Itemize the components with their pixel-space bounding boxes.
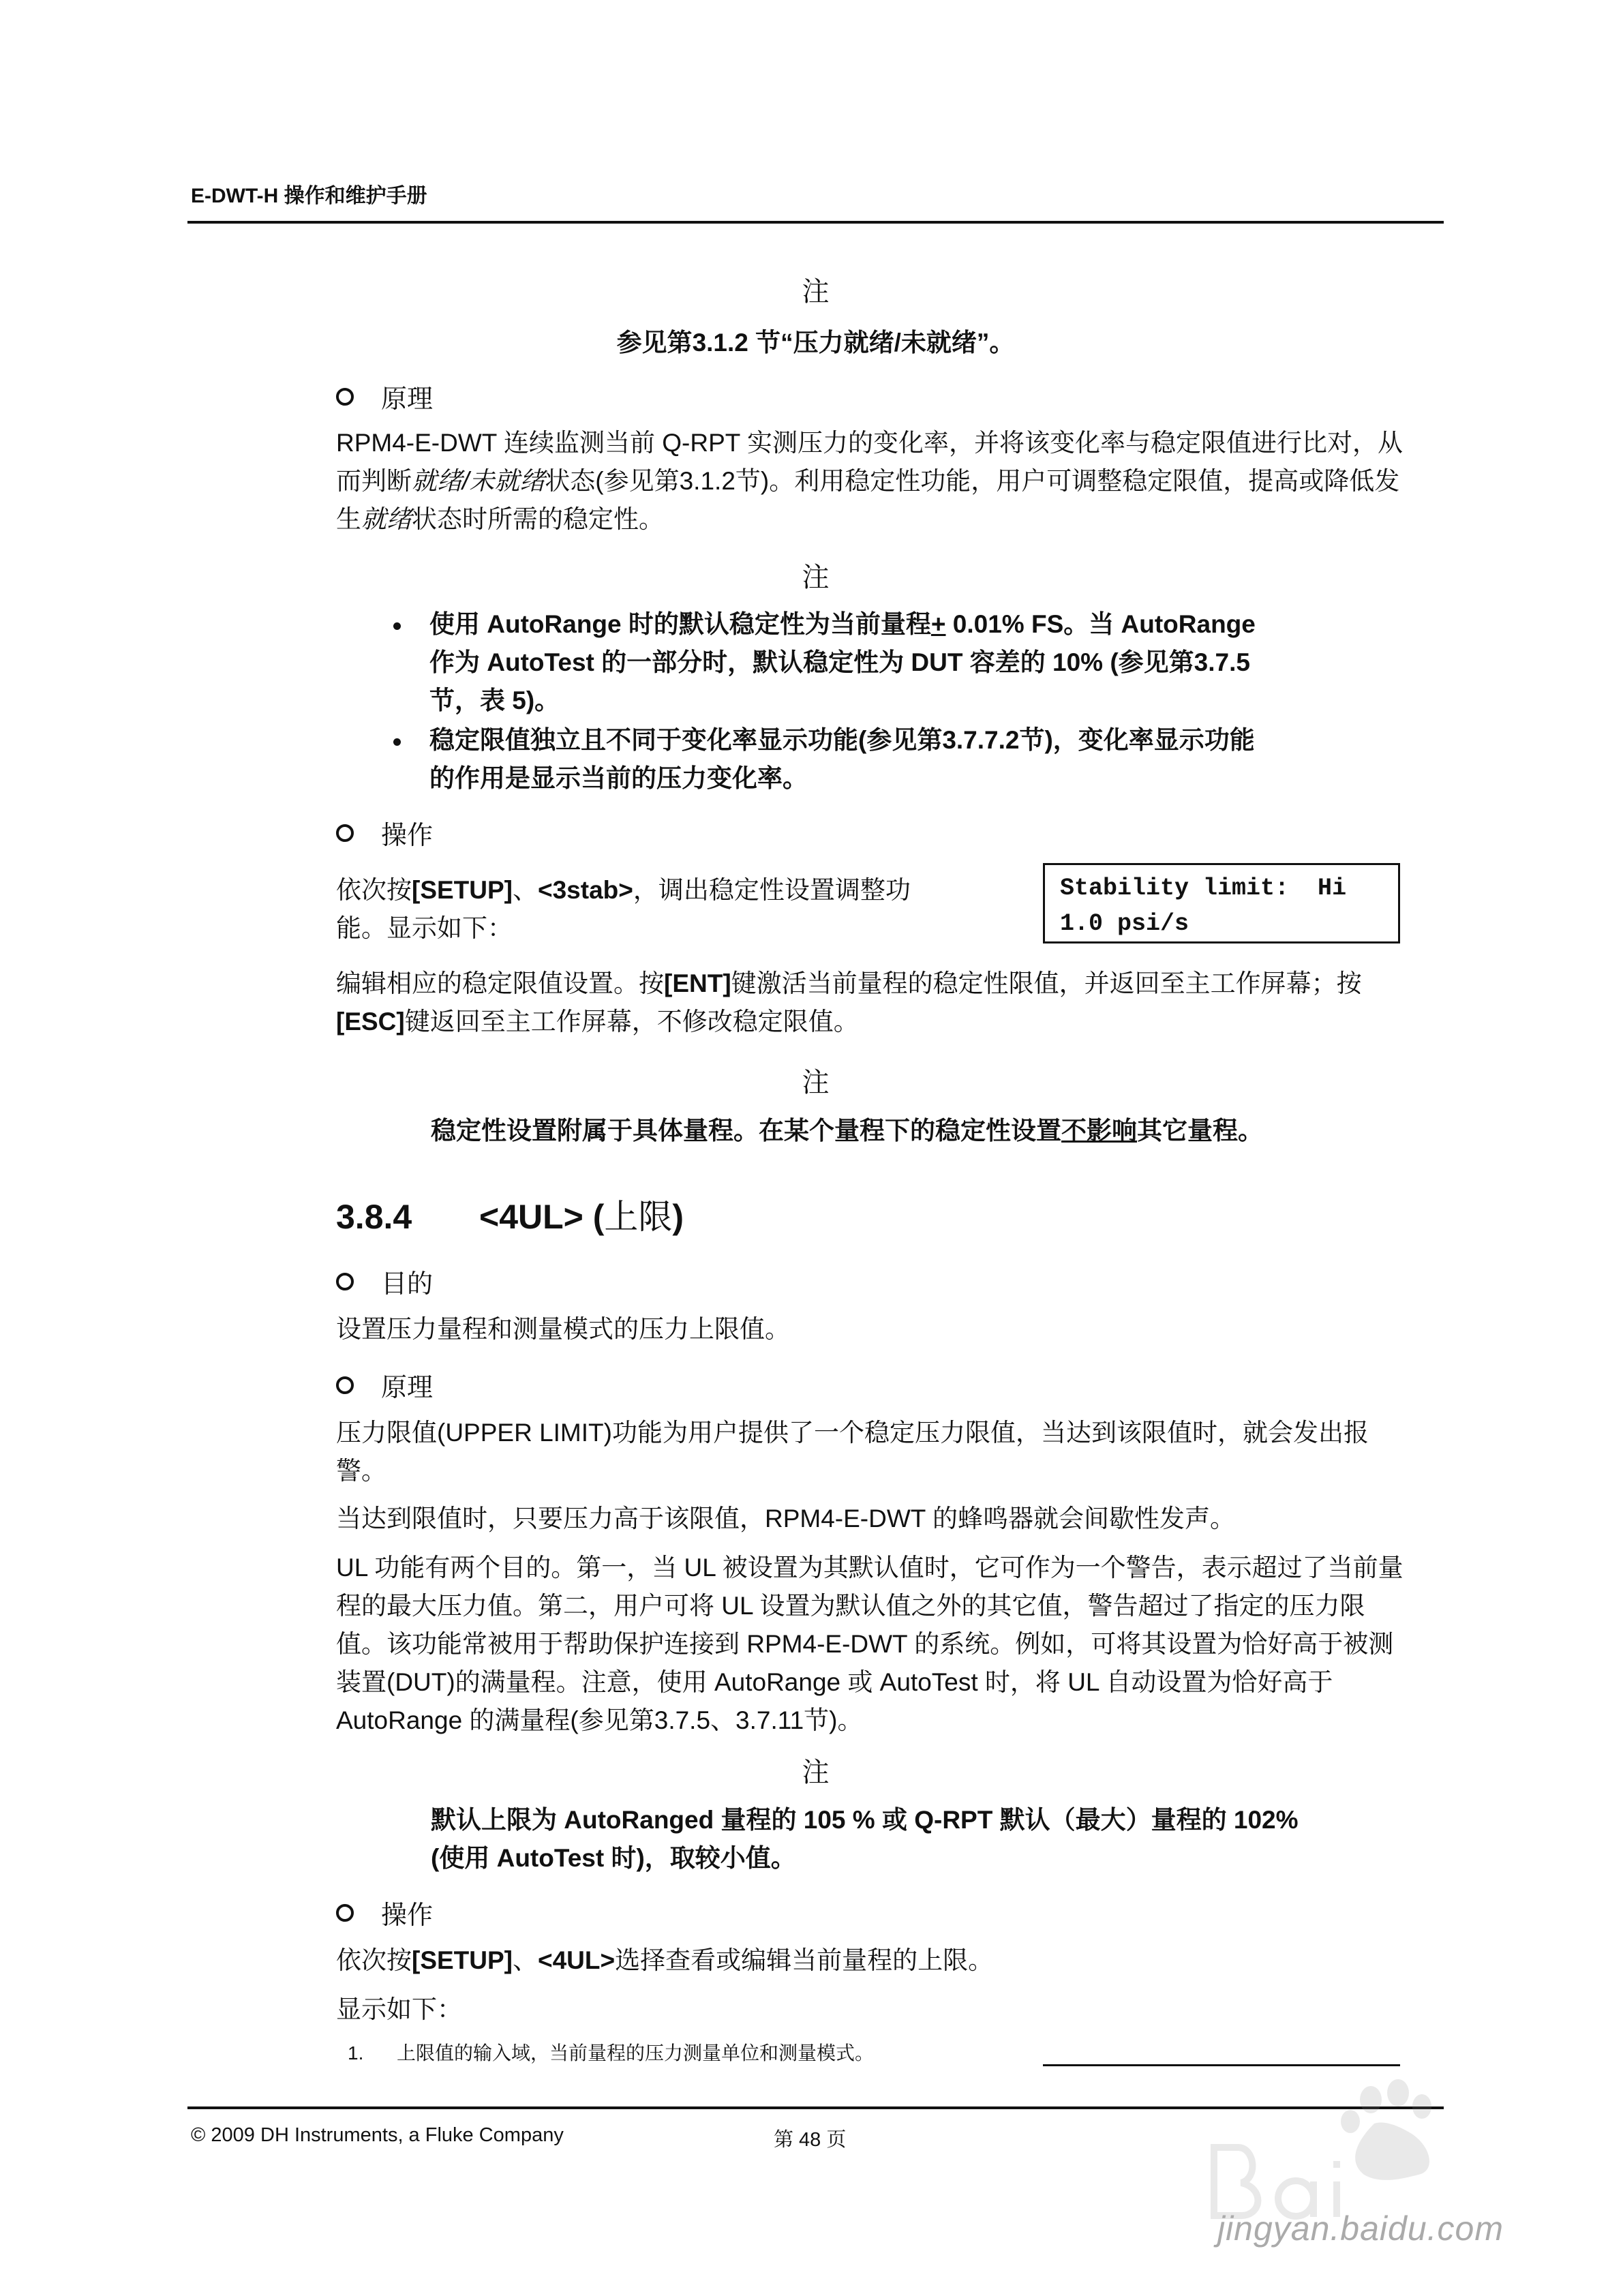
principle-paragraph: 压力限值(UPPER LIMIT)功能为用户提供了一个稳定压力限值，当达到该限值时，就会发出报 警。 bbox=[336, 1419, 1369, 1485]
note-heading: 注 bbox=[802, 277, 830, 307]
lcd-display bbox=[1043, 863, 1400, 943]
bullet-circle-icon bbox=[336, 1904, 354, 1922]
note-text: 默认上限为 AutoRanged 量程的 105 % 或 Q-RPT 默认（最大）量程的 102% (使用 AutoTest 时)，取较小值。 bbox=[431, 1806, 1299, 1872]
section-title: 3.8.4 <4UL> (上限) bbox=[336, 1198, 684, 1236]
lcd-line-2: 1.0 psi/s bbox=[1060, 910, 1189, 937]
note-bullet-item: 使用 AutoRange 时的默认稳定性为当前量程+ 0.01% FS。当 AutoRange 作为 AutoTest 的一部分时，默认稳定性为 DUT 容差的 10% (参见第3.7.5 节，表 5)。 bbox=[429, 605, 1343, 720]
lcd-line-1: Stability limit: Hi bbox=[1060, 875, 1347, 902]
purpose-text: 设置压力量程和测量模式的压力上限值。 bbox=[336, 1315, 790, 1343]
principle-paragraph: RPM4-E-DWT 连续监测当前 Q-RPT 实测压力的变化率，并将该变化率与稳定限值进行比对，从 而判断就绪/未就绪状态(参见第3.1.2节)。利用稳定性功能，用户可调整稳定限值，提高或降低发 生就绪状态时所需的稳定性。 bbox=[336, 429, 1403, 533]
page-number: 第 48 页 bbox=[774, 2129, 847, 2151]
operation-text: 依次按[SETUP]、<4UL>选择查看或编辑当前量程的上限。 bbox=[336, 1946, 994, 1974]
operation-text: 显示如下： bbox=[336, 1995, 462, 2023]
bullet-circle-icon bbox=[336, 1273, 354, 1290]
note-heading: 注 bbox=[802, 562, 830, 592]
principle-paragraph: 当达到限值时，只要压力高于该限值，RPM4-E-DWT 的蜂鸣器就会间歇性发声。 bbox=[336, 1505, 1235, 1532]
operation-paragraph: 编辑相应的稳定限值设置。按[ENT]键激活当前量程的稳定性限值，并返回至主工作屏幕；按 [ESC]键返回至主工作屏幕，不修改稳定限值。 bbox=[336, 969, 1362, 1036]
header-rule bbox=[187, 221, 1444, 224]
principle-heading: 原理 bbox=[336, 1366, 433, 1404]
note-heading: 注 bbox=[802, 1757, 830, 1787]
bullet-dot-icon bbox=[393, 622, 401, 630]
note-text: 参见第3.1.2 节“压力就绪/未就绪”。 bbox=[616, 329, 1015, 357]
bullet-circle-icon bbox=[336, 1376, 354, 1394]
note-text: 稳定性设置附属于具体量程。在某个量程下的稳定性设置不影响其它量程。 bbox=[431, 1117, 1263, 1145]
note-heading: 注 bbox=[802, 1068, 830, 1098]
note-bullet-item: 稳定限值独立且不同于变化率显示功能(参见第3.7.7.2节)，变化率显示功能 的作用是显示当前的压力变化率。 bbox=[429, 721, 1343, 798]
bullet-dot-icon bbox=[393, 738, 401, 746]
display-top-rule bbox=[1043, 2064, 1400, 2066]
purpose-heading: 目的 bbox=[336, 1263, 433, 1300]
operation-heading: 操作 bbox=[336, 1894, 433, 1931]
bullet-circle-icon bbox=[336, 388, 354, 406]
footer-copyright: © 2009 DH Instruments, a Fluke Company bbox=[191, 2124, 564, 2146]
footnote: 1. 上限值的输入域，当前量程的压力测量单位和测量模式。 bbox=[348, 2042, 875, 2064]
operation-heading: 操作 bbox=[336, 814, 433, 851]
header-title: E-DWT-H 操作和维护手册 bbox=[191, 185, 427, 207]
principle-paragraph: UL 功能有两个目的。第一，当 UL 被设置为其默认值时，它可作为一个警告，表示超过了当前量 程的最大压力值。第二，用户可将 UL 设置为默认值之外的其它值，警告超过了指定的压力限 值。该功能常被用于帮助保护连接到 RPM4-E-DWT 的系统。例如，可将其设置为恰好高于被测 装置(DUT)的满量程。注意，使用 AutoRange 或 AutoTest 时，将 UL 自动设置为恰好高于 AutoRange 的满量程(参见第3.7.5、3.7.11节)。 bbox=[336, 1554, 1404, 1734]
watermark-url: jingyan.baidu.com bbox=[1217, 2209, 1504, 2248]
bullet-circle-icon bbox=[336, 824, 354, 842]
principle-heading: 原理 bbox=[336, 378, 433, 415]
operation-text: 依次按[SETUP]、<3stab>，调出稳定性设置调整功 能。显示如下： bbox=[336, 876, 911, 942]
